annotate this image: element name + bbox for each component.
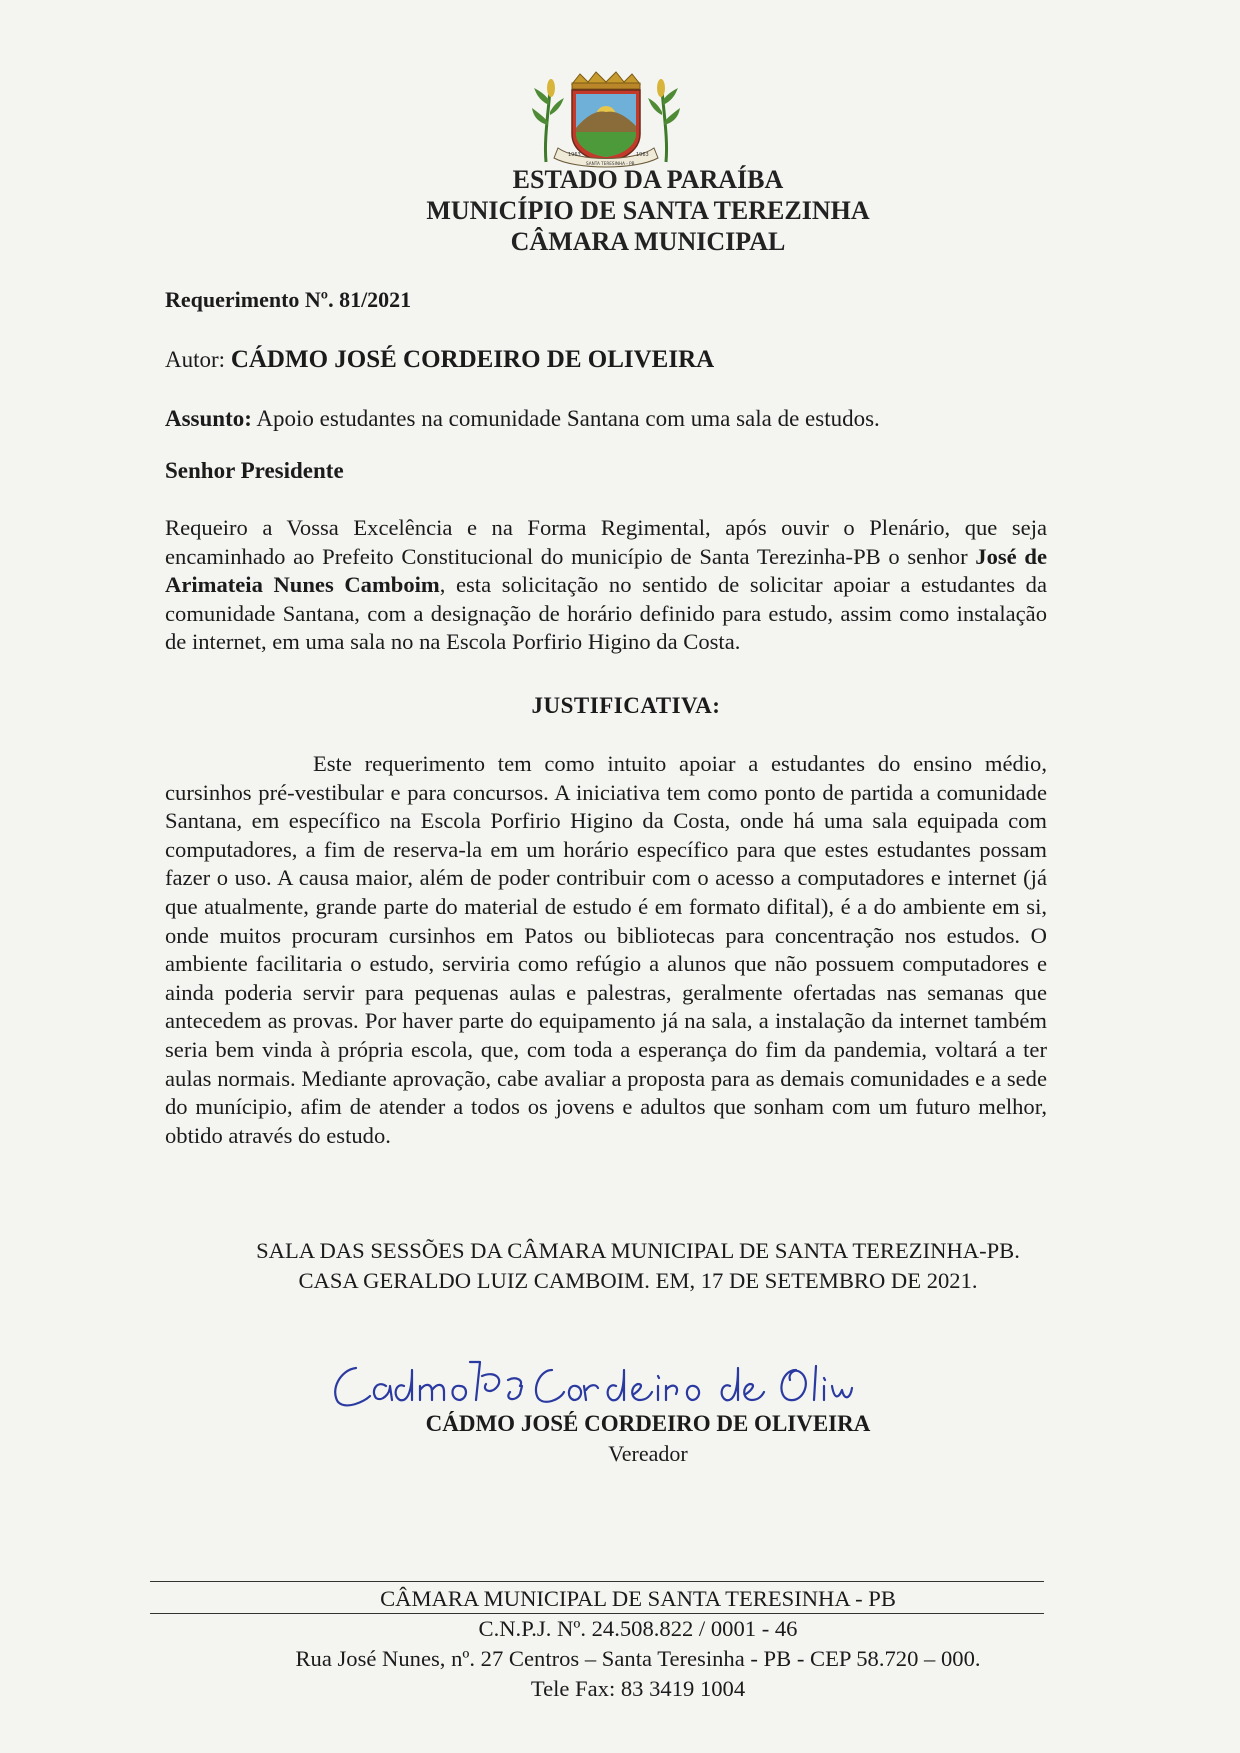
footer-phone: Tele Fax: 83 3419 1004: [530, 1676, 746, 1701]
subject-text: Apoio estudantes na comunidade Santana com uma sala de estudos.: [256, 406, 880, 431]
request-text-after: , esta solicitação no sentido de solicitar apoiar a estudantes da comunidade Santana, com a designação de horário definido para estudo, assim como instalação de internet, em uma sala no na Escola Porfirio Higino da Costa.: [165, 572, 1047, 655]
crest-year-left: 1963: [568, 152, 581, 158]
crest-band-text: SANTA TERESINHA - PB: [586, 161, 635, 166]
municipal-crest-logo: [528, 70, 684, 170]
requerimento-number: Requerimento Nº. 81/2021: [165, 287, 412, 312]
closing-line-2: CASA GERALDO LUIZ CAMBOIM. EM, 17 DE SETEMBRO DE 2021.: [298, 1268, 978, 1293]
document-footer: [36, 1584, 1240, 1704]
header-state: ESTADO DA PARAÍBA: [512, 165, 784, 194]
request-paragraph: [165, 514, 1047, 657]
footer-chamber-name: CÂMARA MUNICIPAL DE SANTA TERESINHA - PB: [380, 1586, 896, 1611]
signer-role: Vereador: [608, 1441, 688, 1466]
author-label: Autor:: [165, 347, 226, 372]
header-municipality: MUNICÍPIO DE SANTA TEREZINHA: [426, 196, 870, 225]
request-text-before: Requeiro a Vossa Excelência e na Forma Regimental, após ouvir o Plenário, que seja encaminhado ao Prefeito Constitucional do município de Santa Terezinha-PB o senhor: [165, 515, 1047, 569]
subject-label: Assunto:: [165, 406, 252, 431]
justification-paragraph: Este requerimento tem como intuito apoiar a estudantes do ensino médio, cursinhos pré-vestibular e para concursos. A iniciativa tem como ponto de partida a comunidade Santana, em específico na Escola Porfirio Higino da Costa, onde há uma sala equipada com computadores, a fim de reserva-la em um horário específico para que estes estudantes possam fazer o uso. A causa maior, além de poder contribuir com o acesso a computadores e internet (já que atualmente, grande parte do material de estudo é em formato difital), é a do ambiente em si, onde muitos procuram cursinhos em Patos ou bibliotecas para concentração nos estudos. O ambiente facilitaria o estudo, serviria como refúgio a alunos que não possuem computadores e ainda poderia servir para pequenas aulas e palestras, geralmente ofertadas nas semanas que antecedem as provas. Por haver parte do equipamento já na sala, a instalação da internet também seria bem vinda à própria escola, que, com toda a esperança do fim da pandemia, voltará a ter aulas normais. Mediante aprovação, cabe avaliar a proposta para as demais comunidades e a sede do munícipio, afim de atender a todos os jovens e adultos que sonham com um futuro melhor, obtido através do estudo.: [165, 751, 1047, 1148]
handwritten-signature: [320, 1340, 860, 1420]
mayor-name: José de Arimateia Nunes Camboim: [165, 543, 1047, 598]
salutation: Senhor Presidente: [165, 458, 344, 483]
document-header: [0, 164, 1240, 257]
footer-address: Rua José Nunes, nº. 27 Centros – Santa Teresinha - PB - CEP 58.720 – 000.: [295, 1646, 981, 1671]
session-closing: [36, 1236, 1240, 1296]
footer-cnpj: C.N.P.J. Nº. 24.508.822 / 0001 - 46: [478, 1616, 798, 1641]
author-line: [165, 346, 714, 374]
footer-divider-top: [150, 1581, 1044, 1582]
signer-name: CÁDMO JOSÉ CORDEIRO DE OLIVEIRA: [425, 1411, 871, 1436]
crest-year-right: 1963: [636, 152, 649, 158]
closing-line-1: SALA DAS SESSÕES DA CÂMARA MUNICIPAL DE SANTA TEREZINHA-PB.: [256, 1238, 1020, 1263]
header-chamber: CÂMARA MUNICIPAL: [510, 227, 786, 256]
subject-line: [165, 406, 880, 432]
justification-title: JUSTIFICATIVA:: [531, 693, 721, 718]
author-name: CÁDMO JOSÉ CORDEIRO DE OLIVEIRA: [230, 346, 715, 373]
